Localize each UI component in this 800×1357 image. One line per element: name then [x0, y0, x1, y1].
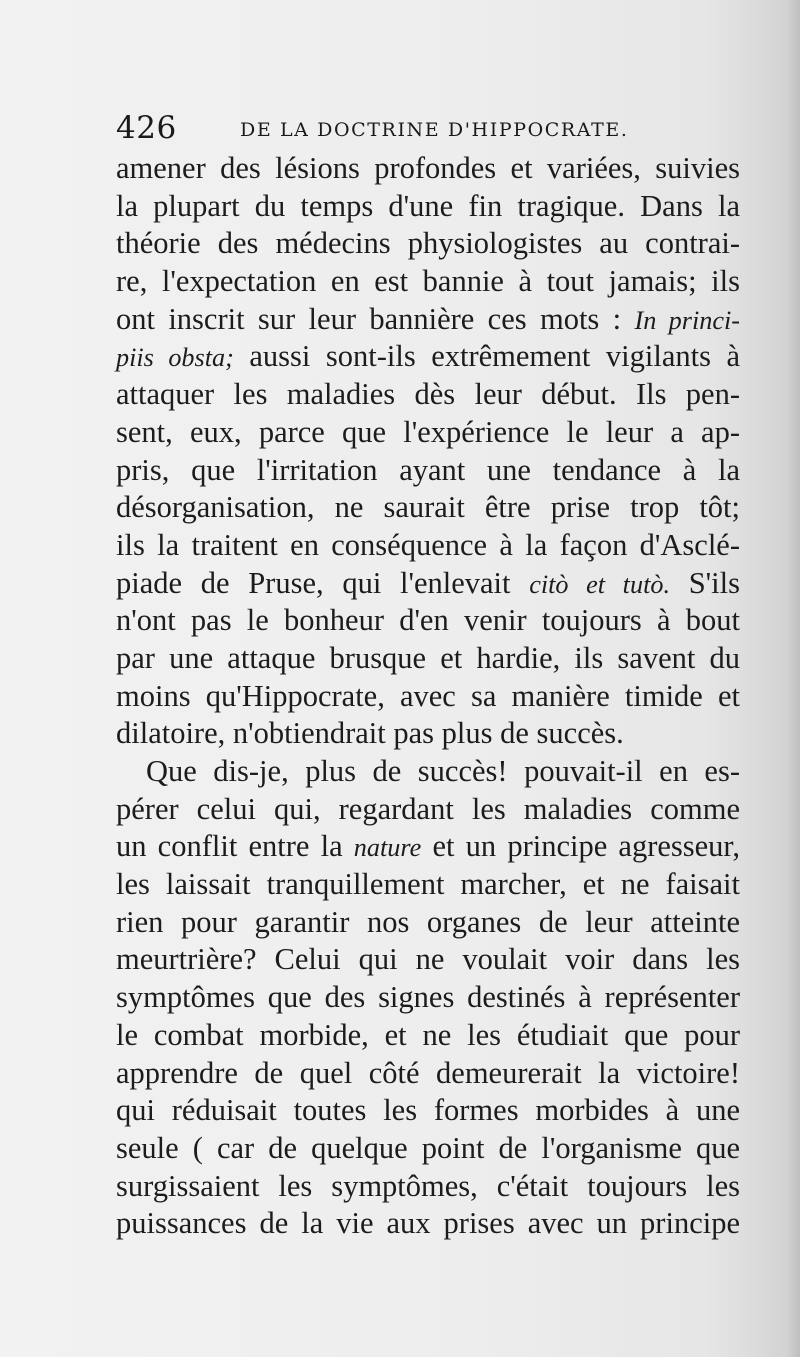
text-line: symptômes que des signes destinés à représenter	[116, 980, 740, 1015]
text-line: n'ont pas le bonheur d'en venir toujours à bout	[116, 603, 740, 638]
text-line: moins qu'Hippocrate, avec sa manière timide et	[116, 678, 740, 713]
text-line: pris, que l'irritation ayant une tendance à la	[116, 452, 740, 487]
running-title: DE LA DOCTRINE D'HIPPOCRATE.	[240, 119, 629, 141]
text-line: par une attaque brusque et hardie, ils savent du	[116, 640, 740, 675]
text-line: amener des lésions profondes et variées, suivies	[116, 151, 740, 185]
text-line: pérer celui qui, regardant les maladies comme	[116, 791, 740, 826]
text-line: théorie des médecins physiologistes au contrai-	[116, 226, 740, 261]
text-line: rien pour garantir nos organes de leur atteinte	[116, 904, 740, 939]
text-line: la plupart du temps d'une fin tragique. Dans la	[116, 188, 740, 223]
text-line: les laissait tranquillement marcher, et ne faisait	[116, 867, 740, 902]
text-line: un conflit entre la nature et un principe agresseur,	[116, 829, 740, 864]
text-line: puissances de la vie aux prises avec un principe	[116, 1206, 740, 1241]
text-line: ils la traitent en conséquence à la façon d'Asclé-	[116, 527, 740, 562]
text-line: dilatoire, n'obtiendrait pas plus de succès.	[116, 716, 624, 751]
latin-phrase: piis obsta;	[116, 343, 234, 373]
text-line: meurtrière? Celui qui ne voulait voir dans les	[116, 942, 740, 977]
text-line: piade de Pruse, qui l'enlevait citò et tutò. S'ils	[116, 565, 740, 600]
text-line: attaquer les maladies dès leur début. Ils pen-	[116, 377, 740, 412]
emphasis-word: nature	[353, 833, 422, 863]
page-number: 426	[116, 110, 177, 146]
page-edge-shadow	[786, 0, 800, 1357]
text-line: qui réduisait toutes les formes morbides à une	[116, 1093, 740, 1128]
text-line: surgissaient les symptômes, c'était toujours les	[116, 1168, 740, 1203]
text-line: re, l'expectation en est bannie à tout jamais; ils	[116, 264, 740, 299]
text-line: sent, eux, parce que l'expérience le leur a ap-	[116, 414, 740, 449]
text-line: désorganisation, ne saurait être prise trop tôt;	[116, 490, 740, 525]
text-line: apprendre de quel côté demeurerait la victoire!	[116, 1055, 740, 1090]
text-line: piis obsta; aussi sont-ils extrêmement vigilants à	[116, 339, 741, 374]
page-header	[116, 108, 740, 148]
text-line: ont inscrit sur leur bannière ces mots : In princi-	[116, 301, 740, 336]
text-line: le combat morbide, et ne les étudiait que pour	[116, 1017, 740, 1052]
text-line: Que dis-je, plus de succès! pouvait-il en es-	[146, 754, 740, 788]
body-text	[116, 150, 740, 1243]
text-line: seule ( car de quelque point de l'organisme que	[116, 1130, 740, 1165]
latin-phrase: citò et tutò.	[529, 569, 671, 599]
latin-phrase: In princi-	[634, 305, 740, 335]
